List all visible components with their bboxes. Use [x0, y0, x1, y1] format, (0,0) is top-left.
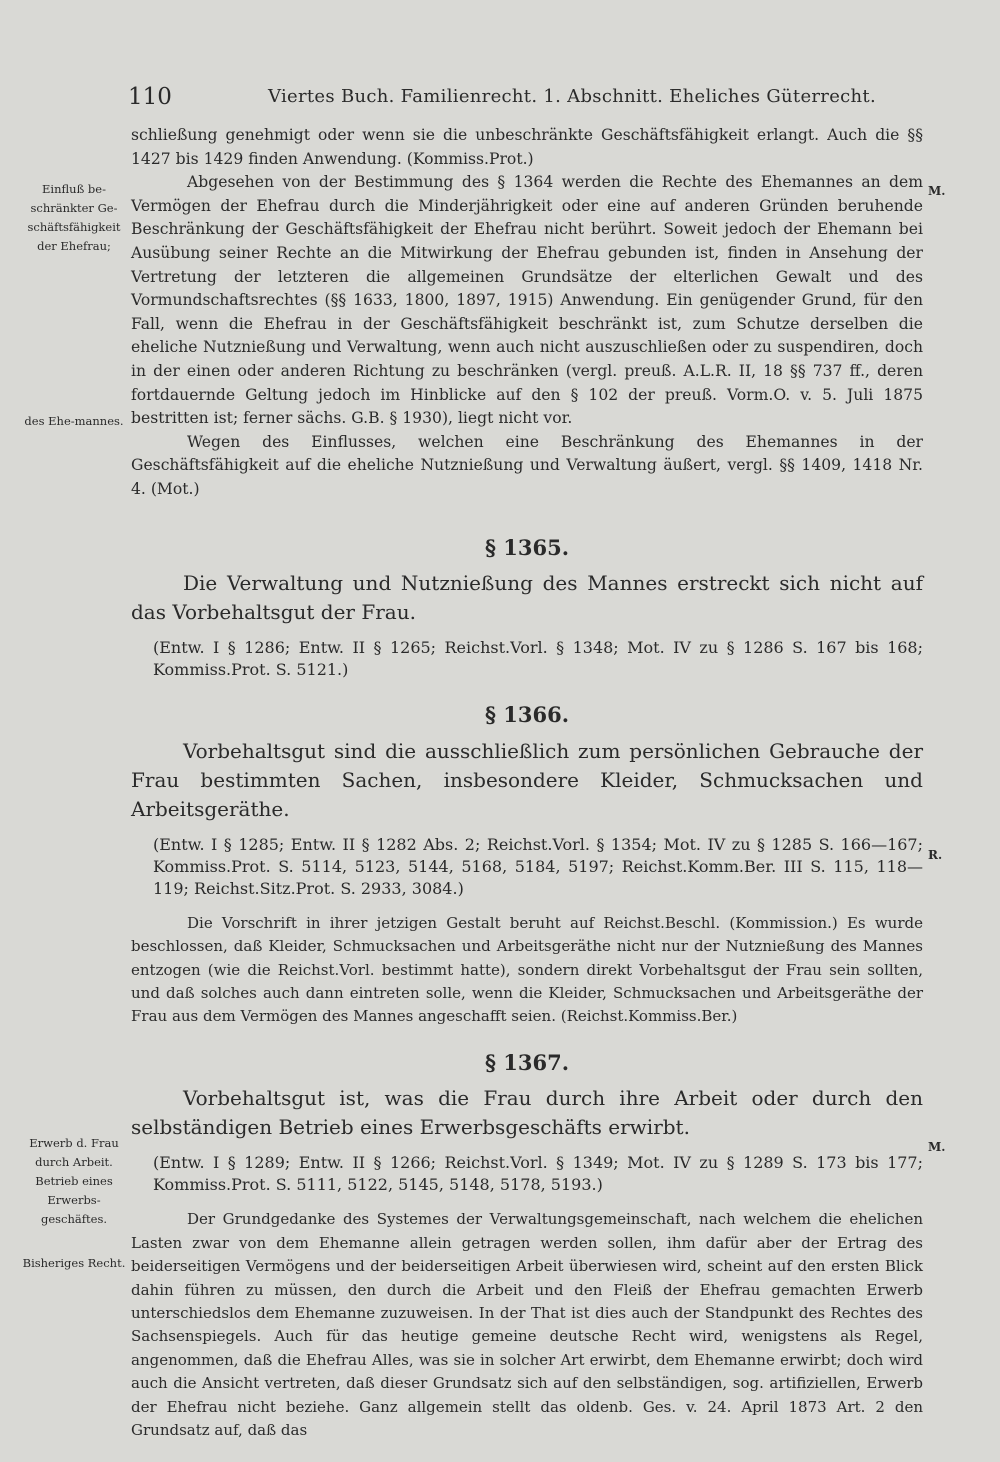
intro-paragraph-2: Abgesehen von der Bestimmung des § 1364 werden die Rechte des Ehemannes an dem Vermögen der Ehefrau durch die Minderjährigkeit oder eine auf anderen Gründen beruhende Beschränkung der Geschäftsfähigkeit der Ehefrau nicht berührt. Soweit jedoch der Ehemann bei Ausübung seiner Rechte an die Mitwirkung der Ehefrau gebunden ist, finden in Ansehung der Vertretung der letzteren die allgemeinen Grundsätze der elterlichen Gewalt und des Vormundschaftsrechtes (§§ 1633, 1800, 1897, 1915) Anwendung. Ein genügender Grund, für den Fall, wenn die Ehefrau in der Geschäftsfähigkeit beschränkt ist, zum Schutze derselben die eheliche Nutznießung und Verwaltung, wenn auch nicht auszuschließen oder zu suspendiren, doch in der einen oder anderen Richtung zu beschränken (vergl. preuß. A.L.R. II, 18 §§ 737 ff., deren fortdauernde Geltung jedoch im Hinblicke auf den § 102 der preuß. Vorm.O. v. 5. Juli 1875 bestritten ist; ferner sächs. G.B. § 1930), liegt nicht vor.: [131, 173, 923, 428]
margin-note-erwerb: Erwerb d. Frau durch Arbeit. Betrieb eines Erwerbs-geschäftes.: [29, 1136, 119, 1226]
section-1366-commentary: Die Vorschrift in ihrer jetzigen Gestalt beruht auf Reichst.Beschl. (Kommission.) Es wurde beschlossen, daß Kleider, Schmucksachen und Arbeitsgeräthe nicht nur der Nutznießung des Mannes entzogen (wie die Reichst.Vorl. bestimmt hatte), sondern direkt Vorbehaltsgut der Frau sein sollten, und daß solches auch dann eintreten solle, wenn die Kleider, Schmucksachen und Arbeitsgeräthe der Frau aus dem Vermögen des Mannes angeschafft seien. (Reichst.Kommiss.Ber.): [131, 913, 923, 1026]
margin-source-m-2: M.: [928, 1140, 946, 1154]
intro-paragraph-3: Wegen des Einflusses, welchen eine Beschränkung des Ehemannes in der Geschäftsfähigkeit auf die eheliche Nutznießung und Verwaltung äußert, vergl. §§ 1409, 1418 Nr. 4. (Mot.): [131, 432, 923, 498]
body-text: [131, 124, 923, 1442]
section-1365-text: Die Verwaltung und Nutznießung des Mannes erstreckt sich nicht auf das Vorbehaltsgut der Frau.: [131, 571, 923, 625]
margin-note-des-ehemannes: des Ehe-mannes.: [24, 414, 124, 428]
section-1366-heading: § 1366.: [484, 702, 570, 728]
section-1366-refs: (Entw. I § 1285; Entw. II § 1282 Abs. 2; Reichst.Vorl. § 1354; Mot. IV zu § 1285 S. 166—167; Kommiss.Prot. S. 5114, 5123, 5144, 5168, 5184, 5197; Reichst.Komm.Ber. III S. 115, 118—119; Reichst.Sitz.Prot. S. 2933, 3084.): [153, 834, 923, 898]
page-header: [128, 84, 928, 114]
section-1366-text: Vorbehaltsgut sind die ausschließlich zum persönlichen Gebrauche der Frau bestimmten Sachen, insbesondere Kleider, Schmucksachen und Arbeitsgeräthe.: [131, 738, 923, 821]
section-1367-commentary: Der Grundgedanke des Systemes der Verwaltungsgemeinschaft, nach welchem die ehelichen Lasten zwar von dem Ehemanne allein getragen werden sollen, ihm dafür aber der Ertrag des beiderseitigen Vermögens und der beiderseitigen Arbeit überwiesen wird, scheint auf den ersten Blick dahin führen zu müssen, den durch die Arbeit und den Fleiß der Ehefrau gemachten Erwerb unterschiedslos dem Ehemanne zuzuweisen. In der That ist dies auch der Standpunkt des Rechtes des Sachsenspiegels. Auch für das heutige gemeine deutsche Recht wird, wenigstens als Regel, angenommen, daß die Ehefrau Alles, was sie in solcher Art erwirbt, dem Ehemanne erwirbt; doch wird auch die Ansicht vertreten, daß dieser Grundsatz sich auf den selbständigen, sog. artifiziellen, Erwerb der Ehefrau nicht beziehe. Ganz allgemein stellt das oldenb. Ges. v. 24. April 1873 Art. 2 den Grundsatz auf, daß das: [131, 1210, 923, 1439]
margin-note-bisheriges-recht: Bisheriges Recht.: [22, 1256, 126, 1270]
margin-source-m: M.: [928, 184, 946, 198]
section-1365-heading: § 1365.: [484, 534, 570, 560]
running-title: Viertes Buch. Familienrecht. 1. Abschnitt. Eheliches Güterrecht.: [268, 86, 876, 107]
margin-source-r: R.: [928, 848, 943, 862]
section-1367-text: Vorbehaltsgut ist, was die Frau durch ihre Arbeit oder durch den selbständigen Betrieb eines Erwerbsgeschäfts erwirbt.: [131, 1086, 923, 1140]
intro-paragraph-1: schließung genehmigt oder wenn sie die unbeschränkte Geschäftsfähigkeit erlangt. Auch die §§ 1427 bis 1429 finden Anwendung. (Kommiss.Prot.): [131, 126, 923, 168]
margin-note-einfluss: Einfluß be-schränkter Ge-schäftsfähigkeit der Ehefrau;: [27, 182, 121, 253]
page-number: 110: [128, 84, 172, 110]
section-1365-refs: (Entw. I § 1286; Entw. II § 1265; Reichst.Vorl. § 1348; Mot. IV zu § 1286 S. 167 bis 168; Kommiss.Prot. S. 5121.): [153, 638, 923, 680]
section-1367-heading: § 1367.: [484, 1049, 570, 1075]
section-1367-refs: (Entw. I § 1289; Entw. II § 1266; Reichst.Vorl. § 1349; Mot. IV zu § 1289 S. 173 bis 177; Kommiss.Prot. S. 5111, 5122, 5145, 5148, 5178, 5193.): [153, 1153, 923, 1195]
